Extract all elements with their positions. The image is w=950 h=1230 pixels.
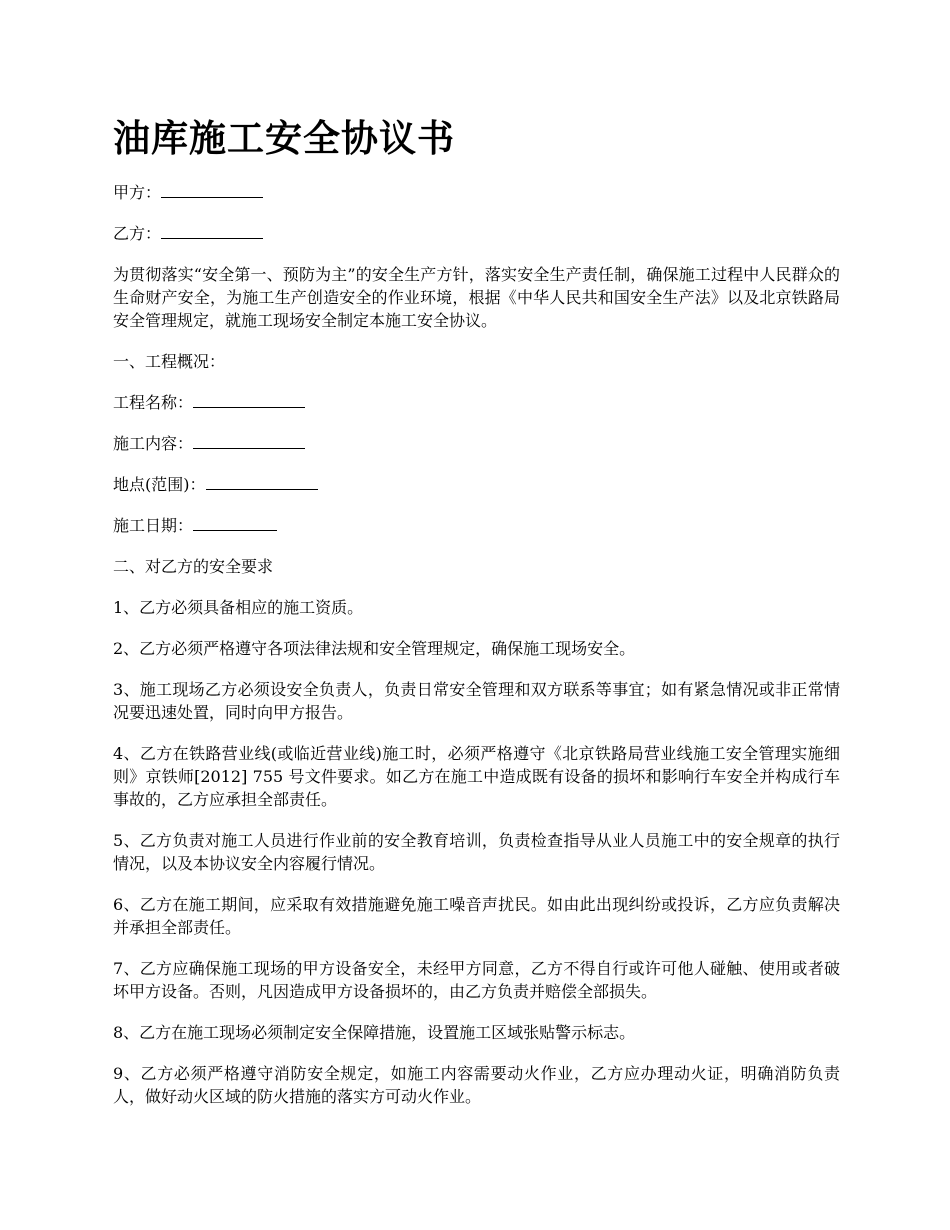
party-a-row	[113, 181, 840, 204]
location-blank	[206, 474, 318, 490]
requirement-item-4: 4、乙方在铁路营业线(或临近营业线)施工时，必须严格遵守《北京铁路局营业线施工安全管理实施细则》京铁师[2012] 755 号文件要求。如乙方在施工中造成既有设备的损坏和影响行车安全并构成行车事故的，乙方应承担全部责任。	[113, 744, 840, 809]
work-date-blank	[193, 515, 277, 531]
party-b-label: 乙方：	[113, 224, 162, 243]
requirement-item-8: 8、乙方在施工现场必须制定安全保障措施，设置施工区域张贴警示标志。	[113, 1023, 636, 1042]
project-name-label: 工程名称：	[113, 393, 194, 412]
section-heading-project-overview: 一、工程概况：	[113, 352, 226, 371]
document-body	[113, 112, 840, 1126]
party-b-row	[113, 222, 840, 245]
requirement-item-3: 3、施工现场乙方必须设安全负责人，负责日常安全管理和双方联系等事宜；如有紧急情况或非正常情况要迅速处置，同时向甲方报告。	[113, 680, 840, 722]
work-date-label: 施工日期：	[113, 516, 194, 535]
party-a-blank	[161, 182, 263, 198]
requirement-item-6: 6、乙方在施工期间，应采取有效措施避免施工噪音声扰民。如由此出现纠纷或投诉，乙方应负责解决并承担全部责任。	[113, 895, 840, 937]
location-label: 地点(范围)：	[113, 475, 206, 494]
requirement-item-2: 2、乙方必须严格遵守各项法律法规和安全管理规定，确保施工现场安全。	[113, 639, 636, 658]
requirement-item-1: 1、乙方必须具备相应的施工资质。	[113, 598, 364, 617]
intro-paragraph: 为贯彻落实“安全第一、预防为主”的安全生产方针，落实安全生产责任制，确保施工过程中人民群众的生命财产安全，为施工生产创造安全的作业环境，根据《中华人民共和国安全生产法》以及北京铁路局安全管理规定，就施工现场安全制定本施工安全协议。	[113, 265, 840, 330]
project-name-row	[113, 391, 840, 414]
location-row	[113, 473, 840, 496]
document-title: 油库施工安全协议书	[113, 116, 455, 160]
section-heading-safety-requirements: 二、对乙方的安全要求	[113, 557, 274, 576]
party-a-label: 甲方：	[113, 183, 162, 202]
requirement-item-9: 9、乙方必须严格遵守消防安全规定，如施工内容需要动火作业，乙方应办理动火证，明确消防负责人，做好动火区域的防火措施的落实方可动火作业。	[113, 1064, 840, 1106]
work-date-row	[113, 514, 840, 537]
work-content-row	[113, 432, 840, 455]
project-name-blank	[193, 392, 305, 408]
requirement-item-5: 5、乙方负责对施工人员进行作业前的安全教育培训，负责检查指导从业人员施工中的安全规章的执行情况，以及本协议安全内容履行情况。	[113, 831, 840, 873]
work-content-label: 施工内容：	[113, 434, 194, 453]
work-content-blank	[193, 433, 305, 449]
requirement-item-7: 7、乙方应确保施工现场的甲方设备安全，未经甲方同意，乙方不得自行或许可他人碰触、使用或者破坏甲方设备。否则，凡因造成甲方设备损坏的，由乙方负责并赔偿全部损失。	[113, 959, 840, 1001]
party-b-blank	[161, 223, 263, 239]
